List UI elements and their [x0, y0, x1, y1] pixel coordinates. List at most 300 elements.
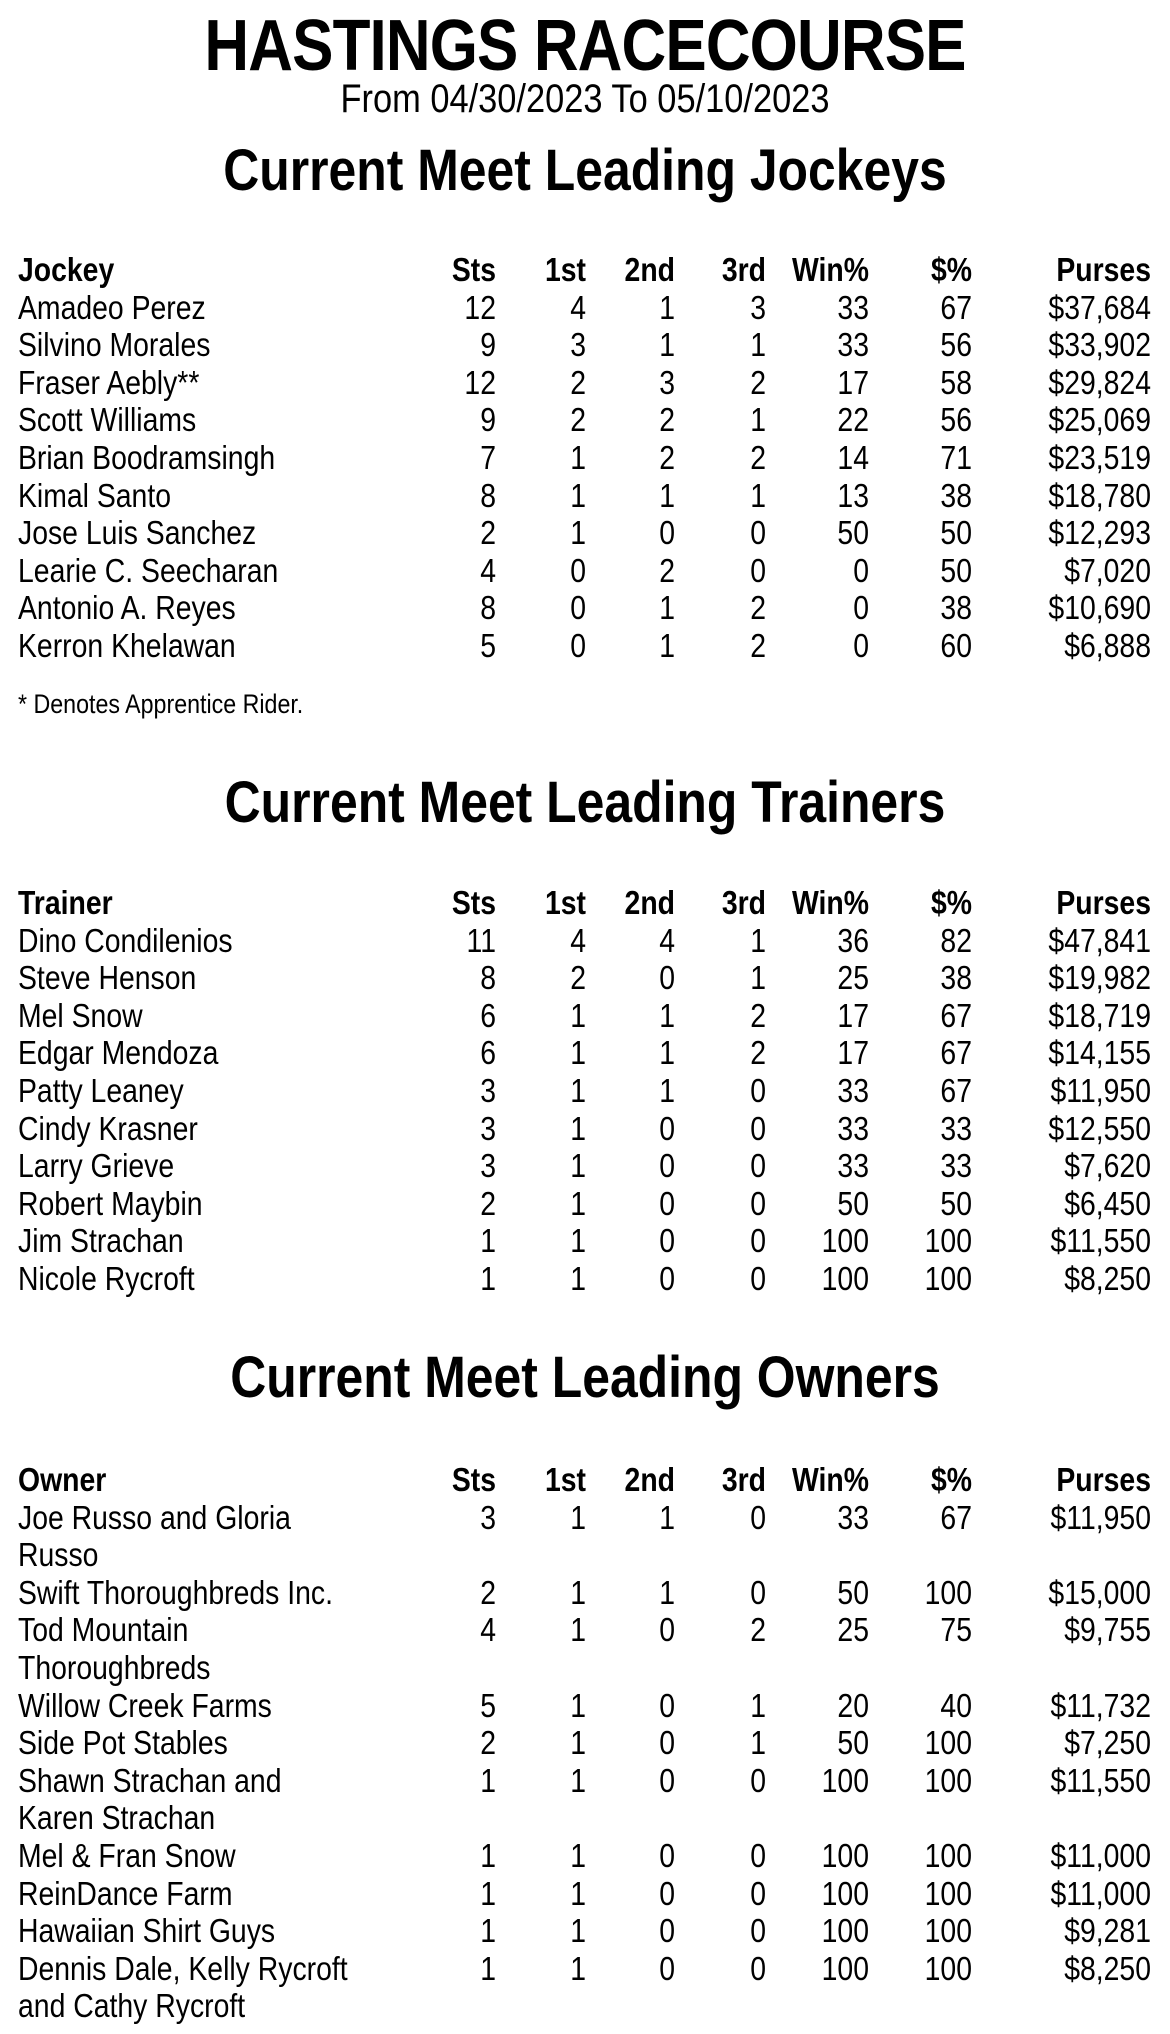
starts-cell: 1	[480, 1222, 496, 1260]
first-cell: 1	[570, 1611, 586, 1649]
purses-cell: $9,755	[1064, 1611, 1151, 1649]
win-pct-cell: 100	[821, 1874, 869, 1912]
purses-cell: $11,950	[1050, 1498, 1151, 1536]
col-header-third: 3rd	[721, 884, 766, 921]
table-row	[0, 1574, 1170, 1612]
table-row	[0, 627, 1170, 665]
table-row	[0, 922, 1170, 960]
second-cell: 2	[659, 401, 675, 439]
third-cell: 1	[750, 326, 766, 364]
table-row	[0, 401, 1170, 439]
table-row	[0, 1611, 1170, 1686]
first-cell: 1	[570, 1874, 586, 1912]
second-cell: 2	[659, 438, 675, 476]
starts-cell: 12	[464, 363, 496, 401]
first-cell: 1	[570, 1498, 586, 1536]
third-cell: 2	[750, 626, 766, 664]
second-cell: 2	[659, 551, 675, 589]
table-row	[0, 1912, 1170, 1950]
name-cell: Kerron Khelawan	[18, 626, 236, 664]
third-cell: 1	[750, 921, 766, 959]
jockeys-header-row	[0, 251, 1170, 289]
win-pct-cell: 50	[837, 1724, 869, 1762]
purses-cell: $18,780	[1048, 476, 1151, 514]
page-title: HASTINGS RACECOURSE	[204, 6, 966, 86]
first-cell: 1	[570, 1034, 586, 1072]
money-pct-cell: 67	[940, 1498, 972, 1536]
starts-cell: 2	[480, 514, 496, 552]
third-cell: 0	[750, 1949, 766, 1987]
name-cell: Scott Williams	[18, 401, 197, 439]
table-row	[0, 589, 1170, 627]
col-header-win-pct: Win%	[792, 1461, 869, 1498]
name-cell: Willow Creek Farms	[18, 1686, 272, 1724]
win-pct-cell: 50	[837, 514, 869, 552]
jockeys-rows	[0, 289, 1170, 665]
purses-cell: $15,000	[1048, 1573, 1151, 1611]
second-cell: 1	[659, 1071, 675, 1109]
money-pct-cell: 38	[940, 476, 972, 514]
money-pct-cell: 38	[940, 959, 972, 997]
win-pct-cell: 17	[837, 363, 869, 401]
table-row	[0, 1950, 1170, 2025]
third-cell: 0	[750, 1259, 766, 1297]
third-cell: 1	[750, 476, 766, 514]
starts-cell: 2	[480, 1573, 496, 1611]
money-pct-cell: 100	[924, 1912, 972, 1950]
second-cell: 0	[659, 1147, 675, 1185]
win-pct-cell: 25	[837, 959, 869, 997]
money-pct-cell: 100	[924, 1222, 972, 1260]
col-header-third: 3rd	[721, 251, 766, 288]
third-cell: 0	[750, 1912, 766, 1950]
trainers-rows	[0, 922, 1170, 1298]
name-cell: Robert Maybin	[18, 1184, 203, 1222]
name-cell: Silvino Morales	[18, 326, 211, 364]
col-header-name: Jockey	[18, 251, 115, 288]
first-cell: 1	[570, 1761, 586, 1799]
purses-cell: $6,450	[1064, 1184, 1151, 1222]
money-pct-cell: 100	[924, 1259, 972, 1297]
table-row	[0, 1147, 1170, 1185]
third-cell: 0	[750, 1874, 766, 1912]
first-cell: 1	[570, 1184, 586, 1222]
purses-cell: $11,950	[1050, 1071, 1151, 1109]
second-cell: 1	[659, 1573, 675, 1611]
win-pct-cell: 33	[837, 1071, 869, 1109]
starts-cell: 8	[480, 959, 496, 997]
second-cell: 0	[659, 1109, 675, 1147]
first-cell: 2	[570, 401, 586, 439]
name-cell: Kimal Santo	[18, 476, 172, 514]
money-pct-cell: 56	[940, 401, 972, 439]
second-cell: 1	[659, 288, 675, 326]
table-row	[0, 439, 1170, 477]
win-pct-cell: 25	[837, 1611, 869, 1649]
money-pct-cell: 82	[940, 921, 972, 959]
col-header-money-pct: $%	[930, 1461, 972, 1498]
purses-cell: $9,281	[1064, 1912, 1151, 1950]
col-header-first: 1st	[544, 251, 586, 288]
table-row	[0, 477, 1170, 515]
table-row	[0, 1499, 1170, 1574]
table-row	[0, 1260, 1170, 1298]
win-pct-cell: 0	[853, 589, 869, 627]
third-cell: 0	[750, 1222, 766, 1260]
purses-cell: $47,841	[1048, 921, 1151, 959]
table-row	[0, 1724, 1170, 1762]
owners-table	[0, 1461, 1170, 2025]
third-cell: 1	[750, 1686, 766, 1724]
table-row	[0, 514, 1170, 552]
third-cell: 2	[750, 438, 766, 476]
col-header-first: 1st	[544, 1461, 586, 1498]
third-cell: 0	[750, 1109, 766, 1147]
table-row	[0, 1837, 1170, 1875]
third-cell: 1	[750, 401, 766, 439]
purses-cell: $18,719	[1048, 996, 1151, 1034]
money-pct-cell: 38	[940, 589, 972, 627]
name-cell: Jose Luis Sanchez	[18, 514, 257, 552]
money-pct-cell: 56	[940, 326, 972, 364]
purses-cell: $12,550	[1048, 1109, 1151, 1147]
starts-cell: 1	[480, 1761, 496, 1799]
second-cell: 1	[659, 589, 675, 627]
name-cell: Antonio A. Reyes	[18, 589, 236, 627]
first-cell: 4	[570, 288, 586, 326]
purses-cell: $14,155	[1048, 1034, 1151, 1072]
col-header-money-pct: $%	[930, 884, 972, 921]
col-header-second: 2nd	[624, 1461, 675, 1498]
third-cell: 3	[750, 288, 766, 326]
win-pct-cell: 100	[821, 1761, 869, 1799]
second-cell: 0	[659, 1222, 675, 1260]
win-pct-cell: 100	[821, 1259, 869, 1297]
first-cell: 1	[570, 1724, 586, 1762]
win-pct-cell: 17	[837, 1034, 869, 1072]
name-cell: Hawaiian Shirt Guys	[18, 1912, 276, 1950]
starts-cell: 7	[480, 438, 496, 476]
table-row	[0, 997, 1170, 1035]
name-cell: Nicole Rycroft	[18, 1259, 195, 1297]
first-cell: 2	[570, 959, 586, 997]
name-cell: Edgar Mendoza	[18, 1034, 219, 1072]
table-row	[0, 289, 1170, 327]
money-pct-cell: 50	[940, 1184, 972, 1222]
owners-section-title: Current Meet Leading Owners	[230, 1345, 940, 1410]
purses-cell: $11,550	[1050, 1222, 1151, 1260]
second-cell: 0	[659, 1259, 675, 1297]
money-pct-cell: 100	[924, 1836, 972, 1874]
name-cell: Larry Grieve	[18, 1147, 175, 1185]
owners-header-row	[0, 1461, 1170, 1499]
col-header-purses: Purses	[1056, 251, 1151, 288]
purses-cell: $8,250	[1064, 1259, 1151, 1297]
col-header-third: 3rd	[721, 1461, 766, 1498]
name-cell: Jim Strachan	[18, 1222, 184, 1260]
second-cell: 1	[659, 476, 675, 514]
name-cell: Mel & Fran Snow	[18, 1836, 236, 1874]
third-cell: 0	[750, 1761, 766, 1799]
table-row	[0, 1185, 1170, 1223]
starts-cell: 5	[480, 626, 496, 664]
col-header-name: Trainer	[18, 884, 113, 921]
third-cell: 0	[750, 1498, 766, 1536]
money-pct-cell: 71	[940, 438, 972, 476]
win-pct-cell: 100	[821, 1949, 869, 1987]
money-pct-cell: 100	[924, 1573, 972, 1611]
purses-cell: $7,620	[1064, 1147, 1151, 1185]
date-range: From 04/30/2023 To 05/10/2023	[340, 77, 830, 121]
purses-cell: $7,250	[1064, 1724, 1151, 1762]
money-pct-cell: 75	[940, 1611, 972, 1649]
starts-cell: 8	[480, 589, 496, 627]
col-header-purses: Purses	[1056, 1461, 1151, 1498]
second-cell: 1	[659, 626, 675, 664]
money-pct-cell: 58	[940, 363, 972, 401]
starts-cell: 9	[480, 326, 496, 364]
first-cell: 1	[570, 1949, 586, 1987]
win-pct-cell: 33	[837, 1498, 869, 1536]
name-cell: Side Pot Stables	[18, 1724, 228, 1762]
jockeys-section-title: Current Meet Leading Jockeys	[223, 138, 947, 203]
col-header-sts: Sts	[451, 884, 496, 921]
col-header-second: 2nd	[624, 884, 675, 921]
first-cell: 4	[570, 921, 586, 959]
col-header-first: 1st	[544, 884, 586, 921]
second-cell: 0	[659, 514, 675, 552]
second-cell: 0	[659, 1912, 675, 1950]
name-cell: Learie C. Seecharan	[18, 551, 279, 589]
starts-cell: 12	[464, 288, 496, 326]
purses-cell: $11,000	[1050, 1836, 1151, 1874]
col-header-money-pct: $%	[930, 251, 972, 288]
name-cell: Brian Boodramsingh	[18, 438, 276, 476]
purses-cell: $12,293	[1048, 514, 1151, 552]
first-cell: 1	[570, 1836, 586, 1874]
first-cell: 1	[570, 514, 586, 552]
money-pct-cell: 100	[924, 1949, 972, 1987]
name-cell: Dennis Dale, Kelly Rycroft and Cathy Rycroft	[18, 1949, 348, 2025]
third-cell: 2	[750, 1034, 766, 1072]
win-pct-cell: 100	[821, 1836, 869, 1874]
second-cell: 0	[659, 1761, 675, 1799]
second-cell: 0	[659, 1686, 675, 1724]
table-row	[0, 364, 1170, 402]
purses-cell: $33,902	[1048, 326, 1151, 364]
apprentice-footnote: * Denotes Apprentice Rider.	[18, 689, 304, 719]
win-pct-cell: 13	[837, 476, 869, 514]
first-cell: 2	[570, 363, 586, 401]
money-pct-cell: 100	[924, 1724, 972, 1762]
third-cell: 0	[750, 1836, 766, 1874]
table-row	[0, 1034, 1170, 1072]
money-pct-cell: 60	[940, 626, 972, 664]
name-cell: Cindy Krasner	[18, 1109, 198, 1147]
starts-cell: 3	[480, 1498, 496, 1536]
table-row	[0, 1687, 1170, 1725]
third-cell: 1	[750, 1724, 766, 1762]
first-cell: 1	[570, 1222, 586, 1260]
first-cell: 0	[570, 589, 586, 627]
third-cell: 0	[750, 1147, 766, 1185]
col-header-win-pct: Win%	[792, 251, 869, 288]
second-cell: 0	[659, 1724, 675, 1762]
name-cell: Joe Russo and Gloria Russo	[18, 1498, 291, 1574]
table-row	[0, 552, 1170, 590]
money-pct-cell: 50	[940, 514, 972, 552]
money-pct-cell: 67	[940, 1034, 972, 1072]
jockeys-table	[0, 251, 1170, 665]
col-header-name: Owner	[18, 1461, 107, 1498]
second-cell: 0	[659, 959, 675, 997]
purses-cell: $11,000	[1050, 1874, 1151, 1912]
win-pct-cell: 33	[837, 1147, 869, 1185]
purses-cell: $19,982	[1048, 959, 1151, 997]
starts-cell: 6	[480, 996, 496, 1034]
first-cell: 1	[570, 1573, 586, 1611]
money-pct-cell: 33	[940, 1109, 972, 1147]
win-pct-cell: 14	[837, 438, 869, 476]
third-cell: 0	[750, 514, 766, 552]
third-cell: 0	[750, 1573, 766, 1611]
money-pct-cell: 33	[940, 1147, 972, 1185]
win-pct-cell: 33	[837, 326, 869, 364]
win-pct-cell: 20	[837, 1686, 869, 1724]
money-pct-cell: 100	[924, 1761, 972, 1799]
third-cell: 2	[750, 996, 766, 1034]
win-pct-cell: 100	[821, 1912, 869, 1950]
col-header-sts: Sts	[451, 251, 496, 288]
first-cell: 0	[570, 626, 586, 664]
third-cell: 2	[750, 363, 766, 401]
starts-cell: 2	[480, 1724, 496, 1762]
starts-cell: 8	[480, 476, 496, 514]
starts-cell: 1	[480, 1259, 496, 1297]
table-row	[0, 326, 1170, 364]
money-pct-cell: 67	[940, 1071, 972, 1109]
name-cell: Mel Snow	[18, 996, 143, 1034]
name-cell: Tod Mountain Thoroughbreds	[18, 1611, 211, 1686]
purses-cell: $29,824	[1048, 363, 1151, 401]
win-pct-cell: 50	[837, 1184, 869, 1222]
purses-cell: $23,519	[1048, 438, 1151, 476]
first-cell: 1	[570, 1912, 586, 1950]
table-row	[0, 959, 1170, 997]
col-header-sts: Sts	[451, 1461, 496, 1498]
purses-cell: $37,684	[1048, 288, 1151, 326]
col-header-second: 2nd	[624, 251, 675, 288]
starts-cell: 1	[480, 1874, 496, 1912]
win-pct-cell: 33	[837, 1109, 869, 1147]
name-cell: Steve Henson	[18, 959, 197, 997]
first-cell: 1	[570, 996, 586, 1034]
starts-cell: 4	[480, 551, 496, 589]
second-cell: 1	[659, 996, 675, 1034]
starts-cell: 3	[480, 1071, 496, 1109]
win-pct-cell: 0	[853, 626, 869, 664]
third-cell: 2	[750, 589, 766, 627]
name-cell: Amadeo Perez	[18, 288, 206, 326]
second-cell: 0	[659, 1874, 675, 1912]
second-cell: 3	[659, 363, 675, 401]
first-cell: 1	[570, 1109, 586, 1147]
table-row	[0, 1762, 1170, 1837]
starts-cell: 1	[480, 1912, 496, 1950]
col-header-win-pct: Win%	[792, 884, 869, 921]
money-pct-cell: 67	[940, 288, 972, 326]
first-cell: 1	[570, 1071, 586, 1109]
trainers-header-row	[0, 884, 1170, 922]
col-header-purses: Purses	[1056, 884, 1151, 921]
third-cell: 1	[750, 959, 766, 997]
money-pct-cell: 67	[940, 996, 972, 1034]
table-row	[0, 1222, 1170, 1260]
starts-cell: 4	[480, 1611, 496, 1649]
starts-cell: 9	[480, 401, 496, 439]
first-cell: 3	[570, 326, 586, 364]
starts-cell: 11	[466, 921, 496, 959]
second-cell: 1	[659, 1498, 675, 1536]
win-pct-cell: 0	[853, 551, 869, 589]
money-pct-cell: 40	[940, 1686, 972, 1724]
third-cell: 0	[750, 1071, 766, 1109]
first-cell: 1	[570, 476, 586, 514]
second-cell: 1	[659, 326, 675, 364]
name-cell: Fraser Aebly**	[18, 363, 200, 401]
purses-cell: $11,550	[1050, 1761, 1151, 1799]
win-pct-cell: 33	[837, 288, 869, 326]
first-cell: 1	[570, 1259, 586, 1297]
first-cell: 0	[570, 551, 586, 589]
second-cell: 1	[659, 1034, 675, 1072]
third-cell: 0	[750, 1184, 766, 1222]
name-cell: Swift Thoroughbreds Inc.	[18, 1573, 333, 1611]
name-cell: Patty Leaney	[18, 1071, 184, 1109]
name-cell: Shawn Strachan and Karen Strachan	[18, 1761, 282, 1837]
second-cell: 4	[659, 921, 675, 959]
win-pct-cell: 100	[821, 1222, 869, 1260]
purses-cell: $11,732	[1050, 1686, 1151, 1724]
starts-cell: 3	[480, 1147, 496, 1185]
second-cell: 0	[659, 1611, 675, 1649]
starts-cell: 5	[480, 1686, 496, 1724]
purses-cell: $10,690	[1048, 589, 1151, 627]
first-cell: 1	[570, 1147, 586, 1185]
owners-rows	[0, 1499, 1170, 2025]
table-row	[0, 1110, 1170, 1148]
purses-cell: $25,069	[1048, 401, 1151, 439]
purses-cell: $8,250	[1064, 1949, 1151, 1987]
money-pct-cell: 50	[940, 551, 972, 589]
purses-cell: $7,020	[1064, 551, 1151, 589]
table-row	[0, 1875, 1170, 1913]
win-pct-cell: 17	[837, 996, 869, 1034]
starts-cell: 1	[480, 1949, 496, 1987]
first-cell: 1	[570, 1686, 586, 1724]
name-cell: ReinDance Farm	[18, 1874, 233, 1912]
win-pct-cell: 50	[837, 1573, 869, 1611]
trainers-table	[0, 884, 1170, 1298]
third-cell: 2	[750, 1611, 766, 1649]
name-cell: Dino Condilenios	[18, 921, 233, 959]
purses-cell: $6,888	[1064, 626, 1151, 664]
money-pct-cell: 100	[924, 1874, 972, 1912]
second-cell: 0	[659, 1836, 675, 1874]
starts-cell: 1	[480, 1836, 496, 1874]
starts-cell: 6	[480, 1034, 496, 1072]
second-cell: 0	[659, 1184, 675, 1222]
